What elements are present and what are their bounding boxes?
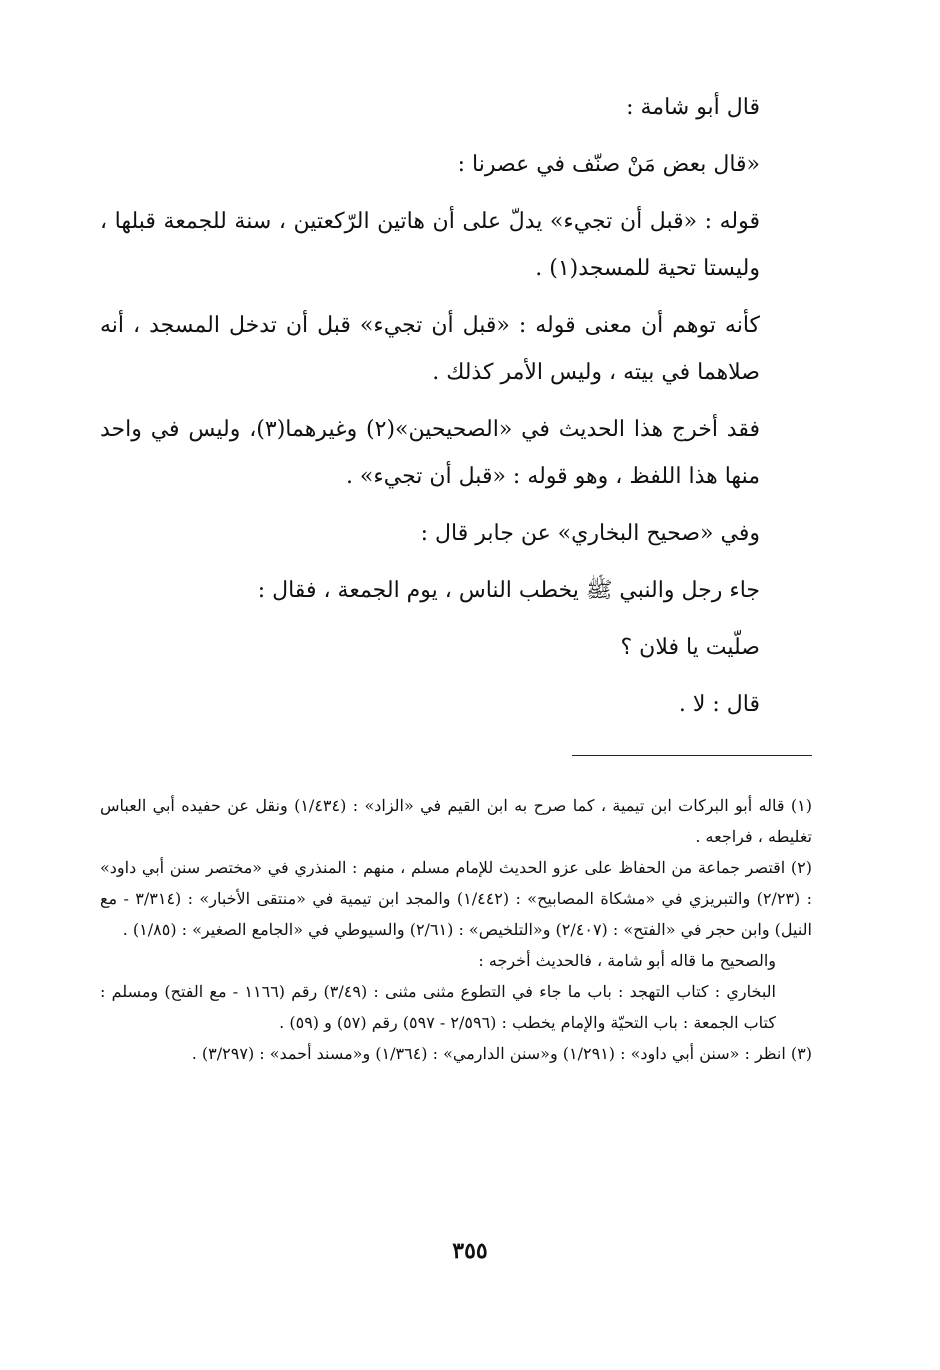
footnote-2-reference: البخاري : كتاب التهجد : باب ما جاء في التطوع مثنى مثنى : (٣/٤٩) رقم (١١٦٦ - مع الفتح) ومسلم : كتاب الجمعة : باب التحيّة والإمام يخطب : (٢/٥٩٦ - ٥٩٧) رقم (٥٧) و (٥٩) . bbox=[100, 982, 776, 1032]
paragraph-5: فقد أخرج هذا الحديث في «الصحيحين»(٢) وغيرهما(٣)، وليس في واحد منها هذا اللفظ ، وهو قوله : «قبل أن تجيء» . bbox=[100, 417, 760, 489]
paragraph-3: قوله : «قبل أن تجيء» يدلّ على أن هاتين الرّكعتين ، سنة للجمعة قبلها ، وليستا تحية للمسجد(١) . bbox=[100, 209, 760, 281]
footnote-2: (٢) اقتصر جماعة من الحفاظ على عزو الحديث للإمام مسلم ، منهم : المنذري في «مختصر سنن أبي داود» : (٢/٢٣) والتبريزي في «مشكاة المصابيح» : (١/٤٤٢) والمجد ابن تيمية في «منتقى الأخبار» : (٣/٣١٤ - مع النيل) وابن حجر في «الفتح» : (٢/٤٠٧) و«التلخيص» : (٢/٦١) والسيوطي في «الجامع الصغير» : (١/٨٥) . bbox=[100, 858, 813, 939]
paragraph-2: «قال بعض مَنْ صنّف في عصرنا : bbox=[457, 152, 760, 177]
footnote-2-continuation: والصحيح ما قاله أبو شامة ، فالحديث أخرجه : bbox=[478, 951, 776, 970]
paragraph-7: جاء رجل والنبي ﷺ يخطب الناس ، يوم الجمعة ، فقال : bbox=[257, 578, 760, 603]
paragraph-4: كأنه توهم أن معنى قوله : «قبل أن تجيء» قبل أن تدخل المسجد ، أنه صلاهما في بيته ، وليس الأمر كذلك . bbox=[100, 313, 760, 385]
page-number: ٣٥٥ bbox=[452, 1238, 488, 1264]
footnote-1: (١) قاله أبو البركات ابن تيمية ، كما صرح به ابن القيم في «الزاد» : (١/٤٣٤) ونقل عن حفيده أبي العباس تغليطه ، فراجعه . bbox=[100, 796, 813, 846]
paragraph-9: قال : لا . bbox=[678, 692, 760, 717]
paragraph-1: قال أبو شامة : bbox=[626, 95, 760, 120]
footnotes bbox=[100, 790, 812, 1069]
main-text bbox=[100, 84, 812, 728]
paragraph-6: وفي «صحيح البخاري» عن جابر قال : bbox=[420, 521, 760, 546]
paragraph-8: صلّيت يا فلان ؟ bbox=[620, 635, 760, 660]
footnote-separator bbox=[572, 755, 812, 756]
footnote-3: (٣) انظر : «سنن أبي داود» : (١/٢٩١) و«سنن الدارمي» : (١/٣٦٤) و«مسند أحمد» : (٣/٢٩٧) . bbox=[191, 1044, 812, 1063]
